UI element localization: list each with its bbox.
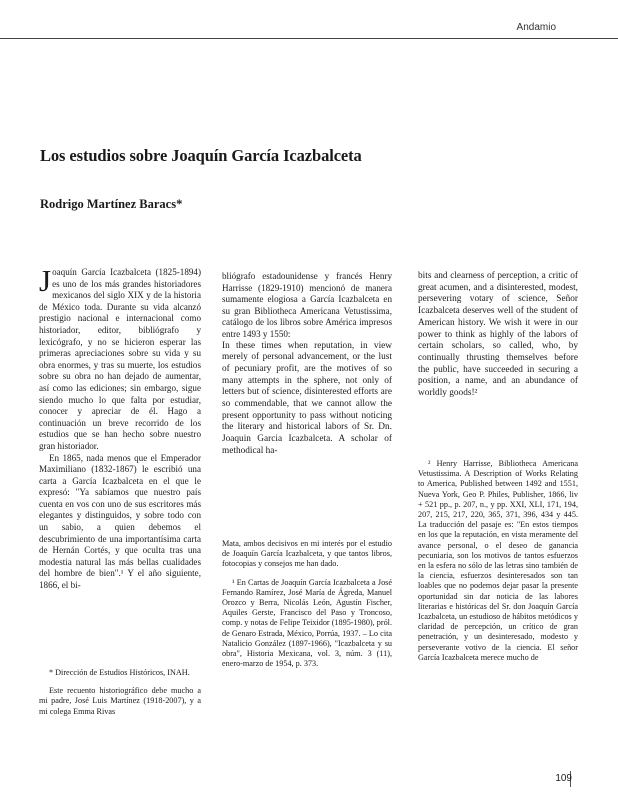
paragraph-2: En 1865, nada menos que el Emperador Maximiliano (1832-1867) le escribió una carta a García Icazbalceta en el que le expresó: "Ya sabíamos que nuestro país cuenta en vos con uno de sus escritores más elegantes y distinguidos, y sobre todo con un sabio, a quien debemos el descubrimiento de una importantísima carta de Hernán Cortés, y que oculta tras una modestia natural las más bellas cualidades del hombre de bien".¹ Y el año siguiente, 1866, el bi- bbox=[39, 452, 201, 591]
body-column-2 bbox=[222, 271, 392, 458]
header-rule bbox=[0, 38, 618, 39]
body-column-3 bbox=[418, 271, 578, 400]
footnotes-column-2 bbox=[222, 539, 392, 677]
block-quote: In these times when reputation, in view merely of personal advancement, or the lust of pecuniary profit, are the motives of so many attempts in the sphere, not only of letters but of science, disinterested efforts are so commendable, that we cannot allow the present opportunity to pass without noticing the literary and historical labors of Sr. Dn. Joaquin Garcia Icazbalceta. A scholar of methodical ha- bbox=[222, 340, 392, 456]
footnote-affiliation: * Dirección de Estudios Históricos, INAH. bbox=[49, 668, 190, 677]
paragraph-3: bliógrafo estadounidense y francés Henry Harrisse (1829-1910) mencionó de manera sumamente elogiosa a García Icazbalceta en su gran Bibliotheca Americana Vetustissima, catálogo de los libros sobre América impresos entre 1493 y 1550: bbox=[222, 271, 392, 339]
block-quote-continued: bits and clearness of perception, a critic of great acumen, and a disinterested, modest, persevering votary of science, Señor Icazbalceta deserves well of the student of American history. We wish it were in our power to think as highly of the labors of certain scholars, so called, who, by continually thrusting themselves before the public, have succeeded in securing a position, a name, and an abundance of worldly goods!² bbox=[418, 271, 578, 399]
footnotes-column-3 bbox=[418, 459, 578, 671]
footnote-1: ¹ En Cartas de Joaquín García Icazbalceta a José Fernando Ramírez, José María de Ágreda, Manuel Orozco y Berra, Nicolás León, Agustín Fischer, Aquiles Gerste, Francisco del Paso y Troncoso, comp. y notas de Felipe Teixidor (1895-1980), pról. de Genaro Estrada, México, Porrúa, 1937. – Lo cita Natalicio González (1897-1966), "Icazbalceta y su obra", Historia Mexicana, vol. 3, núm. 3 (11), enero-marzo de 1954, p. 373. bbox=[222, 577, 392, 669]
footnote-acknowledgment: Este recuento historiográfico debe mucho a mi padre, José Luis Martínez (1918-2007), y a mi colega Emma Rivas bbox=[39, 686, 201, 716]
paragraph-1: oaquín García Icazbalceta (1825-1894) es uno de los más grandes historiadores mexicanos del siglo XIX y de la historia de México toda. Durante su vida alcanzó prestigio nacional e internacional como historiador, editor, bibliógrafo y lexicógrafo, y no se hicieron esperar las primeras apreciaciones sobre su vida y su obra enormes, y tras su muerte, los estudios sobre su obra no han dejado de aumentar, así como las ediciones; sin embargo, sigue siendo mucho lo que falta por estudiar, conocer y apreciar de él. Hago a continuación un breve recorrido de los estudios que se han hecho sobre nuestro gran historiador. bbox=[39, 267, 201, 451]
article-title: Los estudios sobre Joaquín García Icazbalceta bbox=[40, 146, 362, 165]
article-author: Rodrigo Martínez Baracs* bbox=[40, 197, 183, 211]
footnotes-column-1 bbox=[39, 668, 201, 725]
section-label: Andamio bbox=[516, 22, 556, 33]
footnote-2: ² Henry Harrisse, Bibliotheca Americana Vetustissima. A Description of Works Relating to America, Published between 1492 and 1551, Nueva York, Geo P. Philes, Publisher, 1866, liv + 521 pp., p. 207, n., y pp. XXI, XLI, 171, 194, 207, 215, 217, 220, 365, 371, 396, 434 y 445. La traducción del pasaje es: "En estos tiempos en los que la reputación, en vista meramente del avance personal, o el deseo de ganancia pecuniaria, son los motivos de tantos esfuerzos en la esfera no sólo de las letras sino también de la ciencia, esfuerzos desinteresados son tan loables que no podemos dejar pasar la presente oportunidad sin dar noticia de las labores literarias e históricas del Sr. don Joaquín García Icazbalceta, un estudioso de hábitos metódicos y claridad de percepción, un crítico de gran penetración, y un desinteresado, modesto y perseverante votivo de la ciencia. El señor García Icazbalceta merece mucho de bbox=[418, 459, 578, 662]
page-number: 109 bbox=[555, 773, 572, 784]
footnote-acknowledgment-continued: Mata, ambos decisivos en mi interés por el estudio de Joaquín García Icazbalceta, y que tantos libros, fotocopias y consejos me han dado. bbox=[222, 539, 392, 569]
drop-cap: J bbox=[39, 263, 52, 298]
body-column-1 bbox=[39, 263, 201, 592]
